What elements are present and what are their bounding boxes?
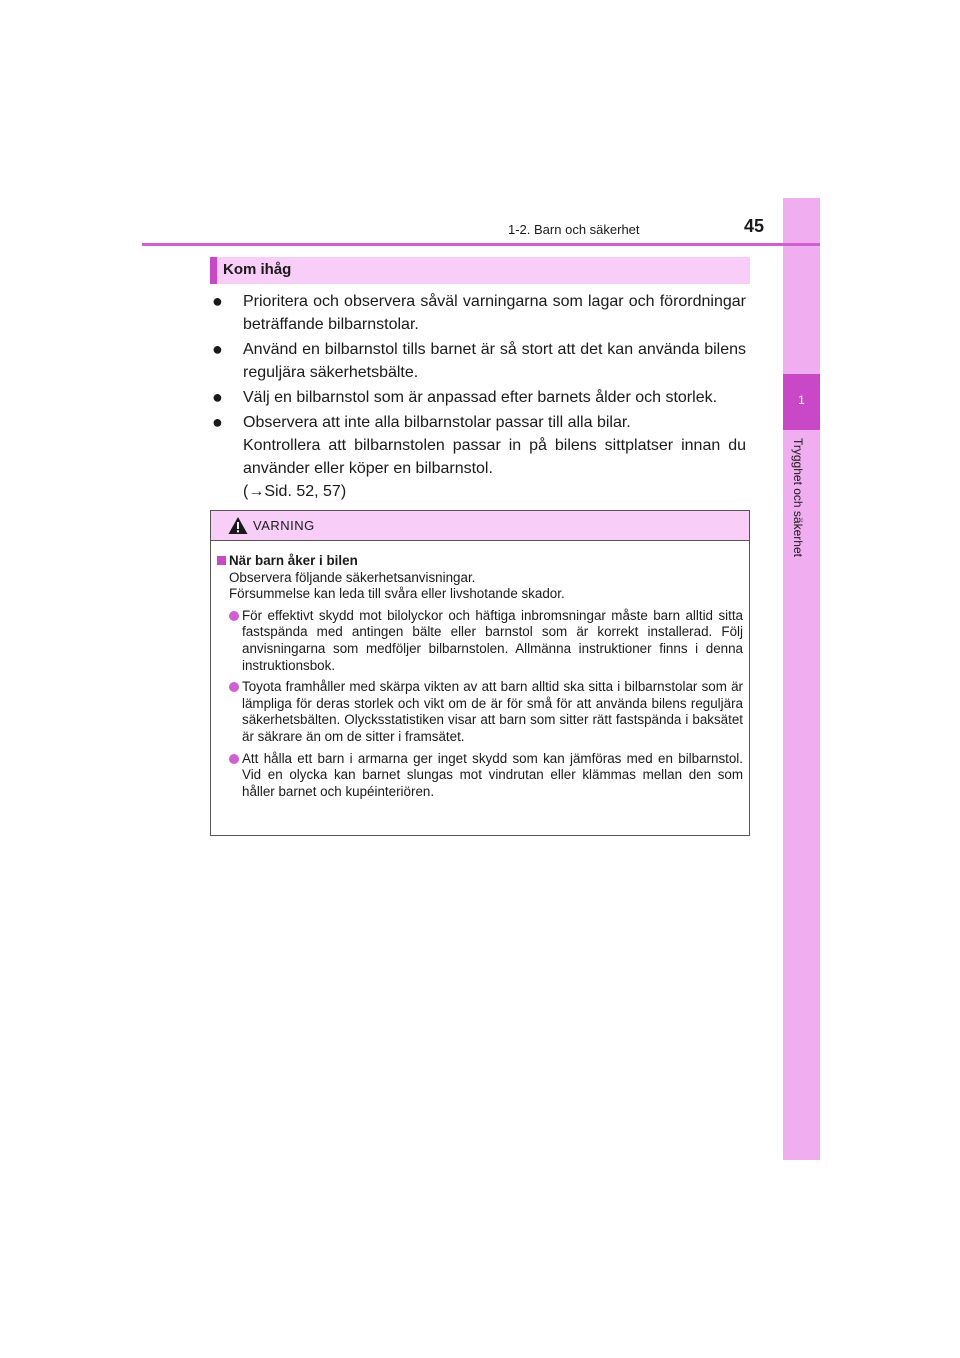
memo-list: [212, 290, 746, 505]
warning-body: [216, 553, 743, 800]
memo-item: [212, 386, 746, 409]
warning-item-text: För effektivt skydd mot bilolyckor och häftiga inbromsningar måste barn alltid sitta fastspända med antingen bälte eller barnstol som är korrekt installerad. Följ anvisningarna som medföljer bilbarnstolen. Allmänna instruktioner finns i denna instruktionsbok.: [242, 607, 743, 673]
warning-triangle-icon: [228, 516, 248, 535]
warning-item: [216, 751, 743, 801]
page-reference-link[interactable]: (→Sid. 52, 57): [243, 483, 347, 500]
bullet-icon: ●: [212, 387, 223, 407]
memo-item-text: Prioritera och observera såväl varningarna som lagar och förordningar beträffande bilbarnstolar.: [243, 293, 746, 333]
section-title: 1-2. Barn och säkerhet: [508, 222, 640, 237]
chapter-title: Trygghet och säkerhet: [791, 438, 805, 557]
header-rule: [142, 243, 820, 246]
bullet-icon: ●: [212, 412, 223, 432]
warning-item: [216, 608, 743, 674]
bullet-icon: ●: [212, 339, 223, 359]
warning-box: [210, 510, 750, 836]
memo-item: [212, 338, 746, 384]
warning-item-text: Toyota framhåller med skärpa vikten av att barn alltid ska sitta i bilbarnstolar som är lämpliga för deras storlek och vikt om de är för små för att använda bilens reguljära säkerhetsbälten. Olycksstatistiken visar att barn som sitter rätt fastspända i baksätet är säkrare än om de sitter i framsätet.: [242, 679, 743, 744]
memo-item-text: Använd en bilbarnstol tills barnet är så stort att det kan använda bilens reguljära säkerhetsbälte.: [243, 341, 746, 381]
warning-header: [211, 511, 749, 541]
dot-bullet-icon: [229, 754, 239, 764]
memo-item-continuation: Kontrollera att bilbarnstolen passar in på bilens sittplatser innan du använder eller köper en bilbarnstol.: [243, 437, 746, 477]
dot-bullet-icon: [229, 611, 239, 621]
page-number: 45: [744, 216, 765, 236]
chapter-side-tab: [783, 198, 820, 1160]
bullet-icon: ●: [212, 291, 223, 311]
memo-item-text: Välj en bilbarnstol som är anpassad efter barnets ålder och storlek.: [243, 389, 718, 406]
warning-subheading-text: När barn åker i bilen: [229, 553, 358, 568]
memo-item: [212, 411, 746, 503]
warning-title: VARNING: [253, 518, 315, 533]
warning-intro-line: Observera följande säkerhetsanvisningar.: [229, 569, 476, 585]
memo-title: Kom ihåg: [223, 261, 292, 278]
memo-item: [212, 290, 746, 336]
square-bullet-icon: [217, 556, 226, 565]
chapter-number: 1: [798, 393, 805, 407]
dot-bullet-icon: [229, 682, 239, 692]
warning-subheading: [216, 553, 743, 570]
warning-item-text: Att hålla ett barn i armarna ger inget skydd som kan jämföras med en bilbarnstol. Vid en olycka kan barnet slungas mot vindrutan eller klämmas mellan den som håller barnet och kupéinteriören.: [242, 750, 743, 799]
memo-item-text: Observera att inte alla bilbarnstolar passar till alla bilar.: [243, 414, 631, 431]
memo-accent: [210, 257, 217, 284]
warning-intro-line: Försummelse kan leda till svåra eller livshotande skador.: [229, 586, 565, 602]
warning-item: [216, 679, 743, 745]
